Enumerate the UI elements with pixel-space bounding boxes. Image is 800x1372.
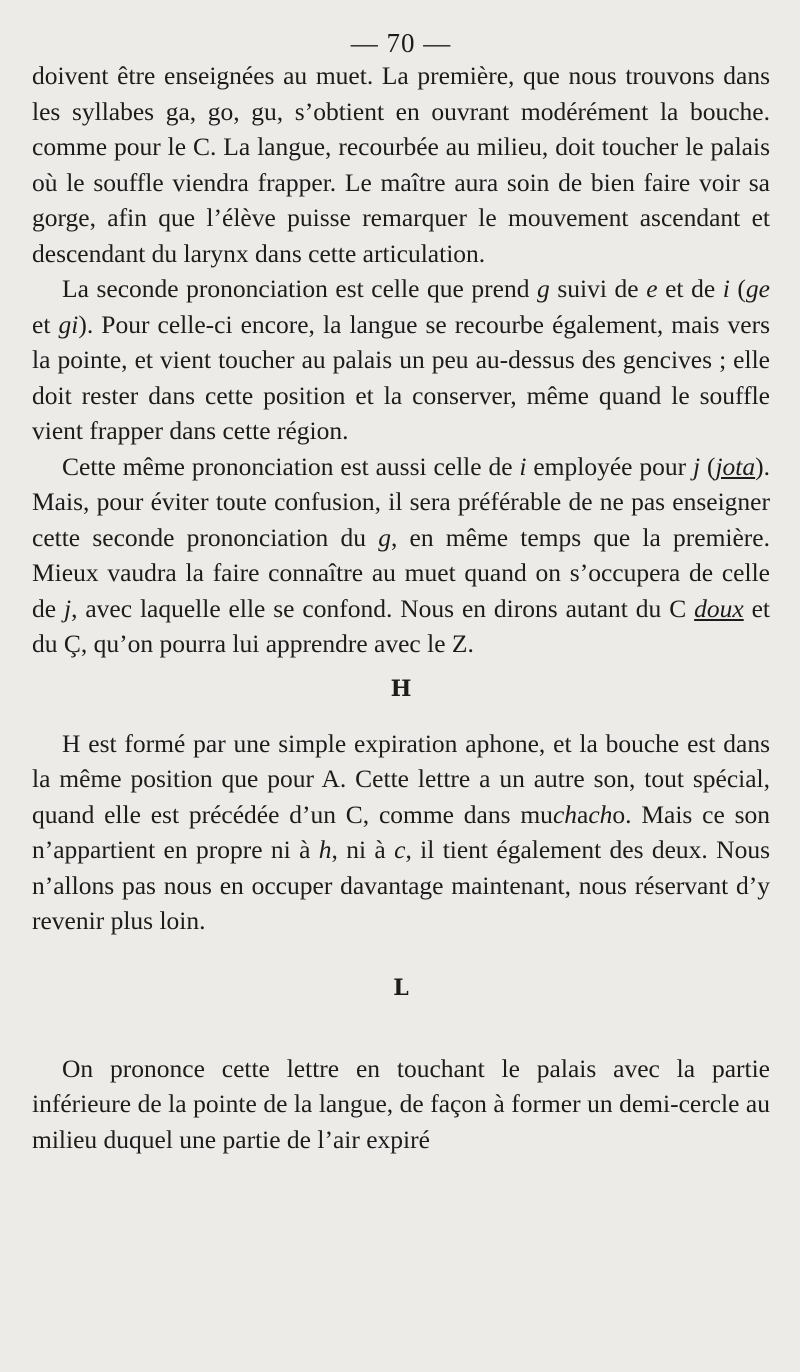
italic-term: g — [537, 274, 550, 303]
text-run: H est formé par une simple expiration aphone, et la bouche est dans la même position que pour A. Cette lettre a un autre son, tout spécial, quand elle est précédée d’un C, comme dans mu — [32, 728, 770, 829]
text-run: , avec laquelle elle se confond. Nous en dirons autant du C — [71, 593, 695, 623]
paragraph-g-second-pronunciation — [32, 271, 770, 449]
text-run: et de — [657, 274, 723, 303]
paragraph-g-jota — [32, 449, 770, 662]
text-run: a — [577, 799, 589, 829]
paragraph-l — [32, 1051, 770, 1158]
text-run: , en même temps que la première. Mieux vaudra la faire connaître au muet quand on s’occupera de celle de — [32, 522, 770, 623]
italic-term: doux — [694, 593, 744, 623]
paragraph-g-first-pronunciation — [32, 58, 770, 271]
italic-term: i — [519, 451, 527, 481]
italic-term: i — [722, 274, 730, 303]
section-heading-h: H — [390, 675, 412, 702]
text-run: ( — [729, 274, 746, 303]
italic-term: ch — [552, 799, 578, 829]
text-run: et du Ç, qu’on pourra lui apprendre avec le Z. — [32, 593, 770, 658]
paragraph-h — [32, 726, 770, 939]
italic-term: h — [318, 835, 332, 864]
text-run: Cette même prononciation est aussi celle de — [62, 451, 520, 481]
text-run: employée pour — [526, 451, 693, 481]
page-number: — 70 — — [350, 28, 452, 58]
italic-term: j — [63, 593, 72, 623]
italic-term: jota — [715, 451, 756, 481]
italic-term: ch — [588, 799, 613, 829]
text-run: ). Pour celle-ci encore, la langue se recourbe également, mais vers la pointe, et vient toucher au palais un peu au-dessus des gencives ; elle doit rester dans cette position et la conserver, même quand le souffle vient frapper dans cette région. — [32, 309, 771, 445]
text-run: On prononce cette lettre en touchant le palais avec la partie inférieure de la pointe de la langue, de façon à former un demi-cercle au milieu duquel une partie de l’air expiré — [32, 1053, 770, 1154]
italic-term: ge — [745, 274, 770, 303]
text-run: ( — [700, 451, 716, 481]
italic-term: j — [692, 451, 701, 481]
text-run: , ni à — [331, 835, 395, 864]
text-run: La seconde prononciation est celle que prend — [62, 274, 538, 303]
italic-term: e — [646, 274, 658, 303]
text-run: suivi de — [549, 274, 647, 303]
text-run: ). Mais, pour éviter toute confusion, il sera préférable de ne pas enseigner cette seconde prononciation du — [32, 451, 770, 552]
text-run: , il tient également des deux. Nous n’allons pas nous en occuper davantage maintenant, nous réservant d’y revenir plus loin. — [32, 835, 770, 935]
italic-term: gi — [58, 309, 79, 339]
italic-term: g — [378, 522, 391, 552]
italic-term: c — [394, 835, 406, 864]
text-run: o. Mais ce son n’appartient en propre ni à — [32, 799, 771, 864]
text-run: et — [32, 309, 59, 339]
section-heading-l: L — [393, 974, 409, 1001]
text-run: doivent être enseignées au muet. La première, que nous trouvons dans les syllabes ga, go, gu, s’obtient en ouvrant modérément la bouche. comme pour le C. La langue, recourbée au milieu, doit toucher le palais où le souffle viendra frapper. Le maître aura soin de bien faire voir sa gorge, afin que l’élève puisse remarquer le mouvement ascendant et descendant du larynx dans cette articulation. — [32, 61, 770, 268]
